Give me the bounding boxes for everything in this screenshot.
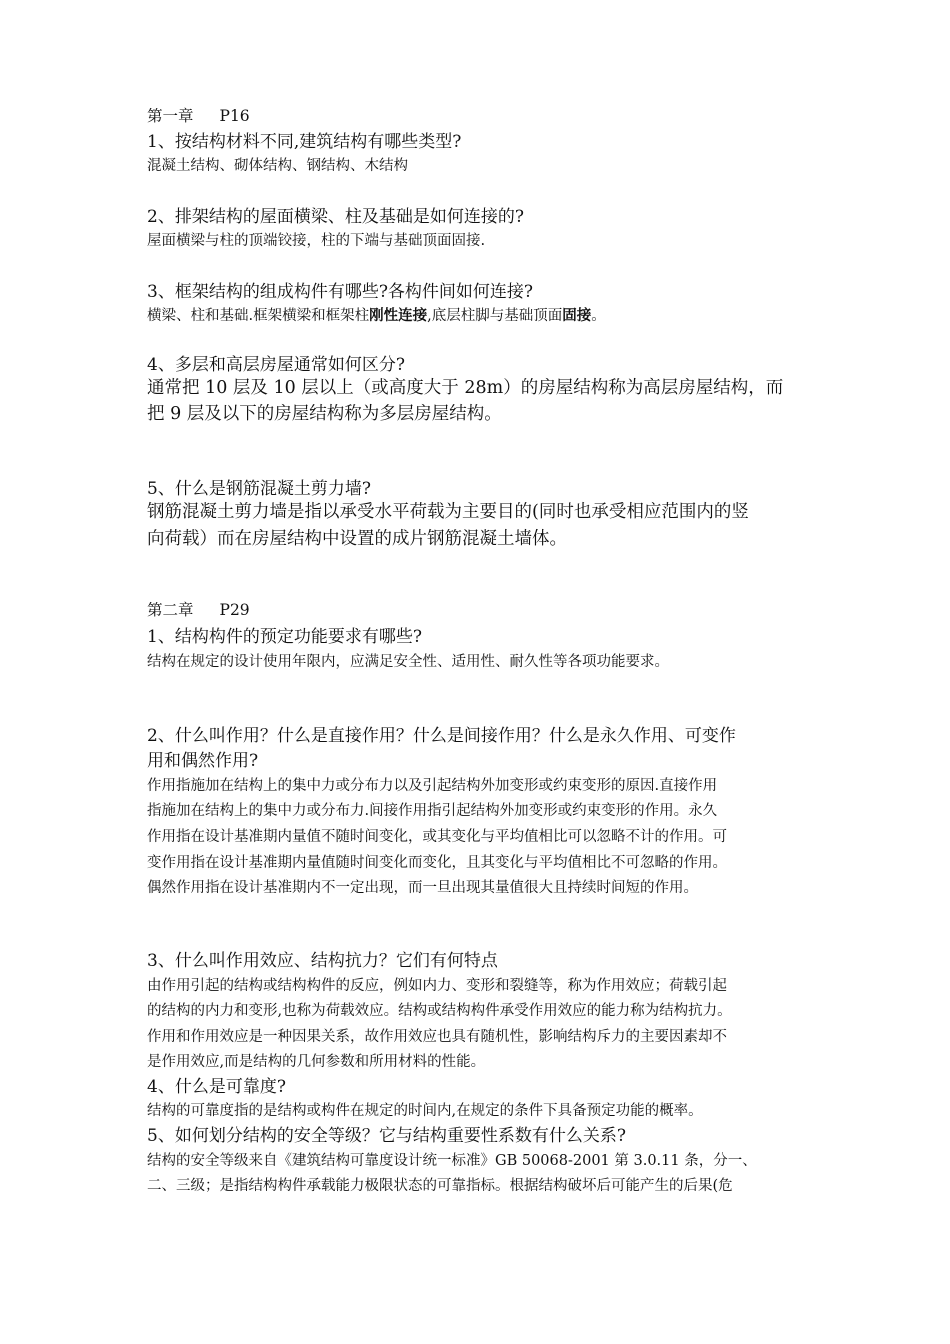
chapter-1-heading — [147, 104, 250, 126]
answer-2-3-line: 作用和作用效应是一种因果关系，故作用效应也具有随机性，影响结构斥力的主要因素却不 — [147, 1029, 727, 1045]
answer-1-3: 横梁、柱和基础.框架横梁和框架柱刚性连接,底层柱脚与基础顶面固接。 — [147, 308, 606, 324]
chapter-page-ref: P29 — [219, 601, 250, 619]
question-1-2: 2、排架结构的屋面横梁、柱及基础是如何连接的? — [147, 207, 524, 227]
answer-2-5-line: 二、三级；是指结构构件承载能力极限状态的可靠指标。根据结构破坏后可能产生的后果(危 — [147, 1178, 733, 1194]
answer-2-2-line: 变作用指在设计基准期内量值随时间变化而变化，且其变化与平均值相比不可忽略的作用。 — [147, 855, 727, 871]
question-1-5: 5、什么是钢筋混凝土剪力墙? — [147, 479, 371, 499]
answer-2-4: 结构的可靠度指的是结构或构件在规定的时间内,在规定的条件下具备预定功能的概率。 — [147, 1103, 703, 1119]
question-2-1: 1、结构构件的预定功能要求有哪些? — [147, 627, 422, 647]
bold-term-fixed-connection: 固接 — [562, 308, 592, 324]
answer-2-2-line: 作用指施加在结构上的集中力或分布力以及引起结构外加变形或约束变形的原因.直接作用 — [147, 778, 718, 794]
question-1-3: 3、框架结构的组成构件有哪些?各构件间如何连接? — [147, 282, 534, 302]
chapter-title: 第一章 — [147, 107, 194, 125]
bold-term-rigid-connection: 刚性连接 — [369, 308, 428, 324]
question-2-2-line: 2、什么叫作用？什么是直接作用？什么是间接作用？什么是永久作用、可变作 — [147, 726, 736, 746]
answer-2-2-line: 偶然作用指在设计基准期内不一定出现，而一旦出现其量值很大且持续时间短的作用。 — [147, 880, 698, 896]
answer-1-2: 屋面横梁与柱的顶端铰接，柱的下端与基础顶面固接. — [147, 233, 486, 249]
answer-1-4-line: 把 9 层及以下的房屋结构称为多层房屋结构。 — [147, 404, 502, 424]
question-1-1: 1、按结构材料不同,建筑结构有哪些类型? — [147, 132, 462, 152]
question-2-5: 5、如何划分结构的安全等级？它与结构重要性系数有什么关系? — [147, 1126, 626, 1146]
answer-1-5-line: 向荷载）而在房屋结构中设置的成片钢筋混凝土墙体。 — [147, 529, 567, 549]
question-2-3: 3、什么叫作用效应、结构抗力？它们有何特点 — [147, 951, 498, 971]
answer-2-3-line: 的结构的内力和变形,也称为荷载效应。结构或结构构件承受作用效应的能力称为结构抗力。 — [147, 1003, 732, 1019]
chapter-2-heading — [147, 598, 250, 620]
answer-2-3-line: 由作用引起的结构或结构构件的反应，例如内力、变形和裂缝等，称为作用效应；荷载引起 — [147, 978, 727, 994]
answer-2-3-line: 是作用效应,而是结构的几何参数和所用材料的性能。 — [147, 1054, 486, 1070]
chapter-page-ref: P16 — [219, 107, 250, 125]
answer-2-5-line: 结构的安全等级来自《建筑结构可靠度设计统一标准》GB 50068-2001 第 3.0.11 条，分一、 — [147, 1153, 757, 1169]
answer-1-1: 混凝土结构、砌体结构、钢结构、木结构 — [147, 158, 408, 174]
question-2-2-line: 用和偶然作用? — [147, 751, 259, 771]
answer-1-5-line: 钢筋混凝土剪力墙是指以承受水平荷载为主要目的(同时也承受相应范围内的竖 — [147, 502, 749, 522]
chapter-title: 第二章 — [147, 601, 194, 619]
answer-2-2-line: 指施加在结构上的集中力或分布力.间接作用指引起结构外加变形或约束变形的作用。永久 — [147, 803, 718, 819]
answer-2-2-line: 作用指在设计基准期内量值不随时间变化，或其变化与平均值相比可以忽略不计的作用。可 — [147, 829, 727, 845]
answer-2-1: 结构在规定的设计使用年限内，应满足安全性、适用性、耐久性等各项功能要求。 — [147, 654, 669, 670]
question-1-4: 4、多层和高层房屋通常如何区分? — [147, 355, 405, 375]
question-2-4: 4、什么是可靠度? — [147, 1077, 286, 1097]
answer-1-4-line: 通常把 10 层及 10 层以上（或高度大于 28m）的房屋结构称为高层房屋结构，而 — [147, 378, 784, 398]
